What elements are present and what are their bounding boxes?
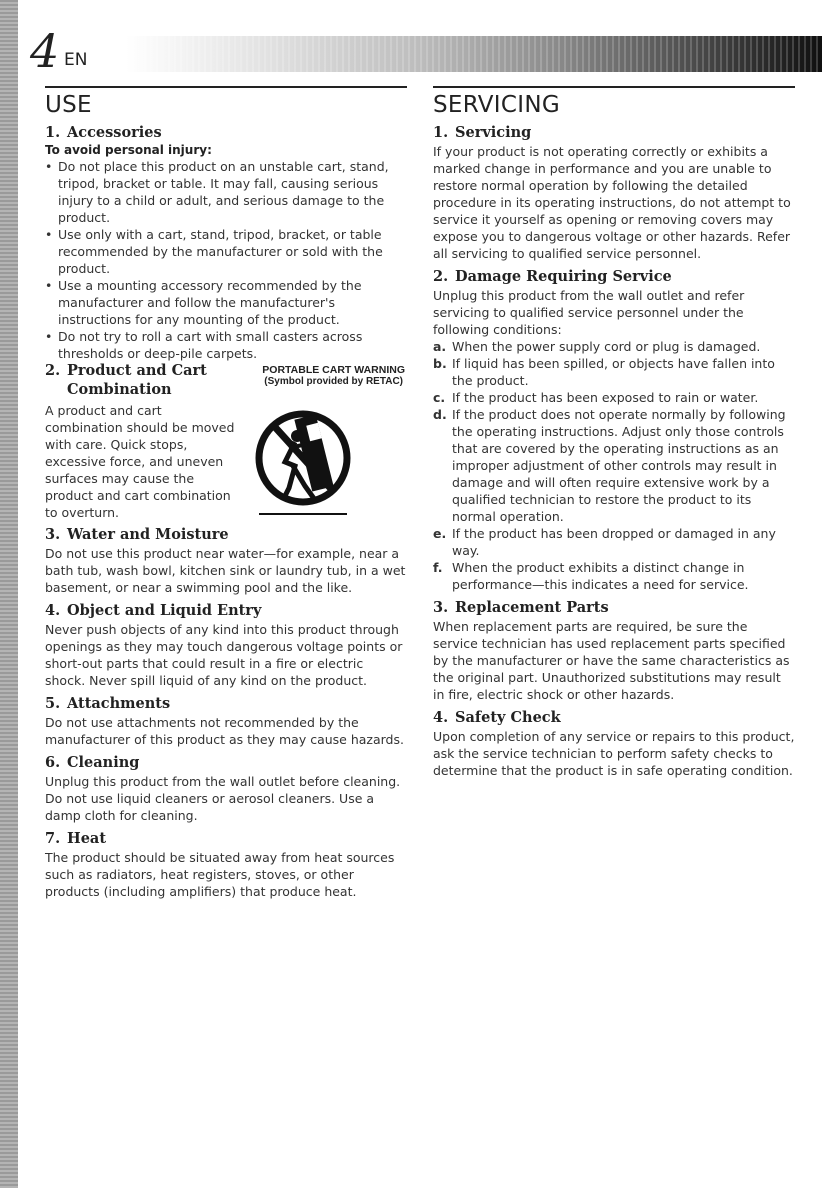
heading-replacement-parts: 3. Replacement Parts [433,599,609,616]
heading-damage-service: 2. Damage Requiring Service [433,268,672,285]
paragraph-replacement: When replacement parts are required, be sure the service technician has used replacement parts specified by the manufacturer or have the same characteristics as the original part. Unauthorized substitutions may result in fire, electric shock or other hazards. [433,619,790,702]
section-title-use: USE [45,92,92,118]
section-title-servicing: SERVICING [433,92,560,118]
cart-warning-icon [255,396,351,520]
cart-warning-caption [262,364,405,387]
language-code: EN [64,50,88,70]
heading-cleaning: 6. Cleaning [45,754,140,771]
heading-object-liquid: 4. Object and Liquid Entry [45,602,262,619]
paragraph-heat: The product should be situated away from heat sources such as radiators, heat registers, stoves, or other products (including amplifiers) that produce heat. [45,850,395,899]
paragraph-servicing: If your product is not operating correctly or exhibits a marked change in performance and you are unable to restore normal operation by following the detailed procedure in its operating instructions, do not attempt to service it yourself as opening or removing covers may expose you to dangerous voltage or other hazards. Refer all servicing to qualified service personnel. [433,144,791,261]
heading-servicing: 1. Servicing [433,124,532,141]
page-number: 4 [30,24,60,78]
list-item: • Use a mounting accessory recommended by the manufacturer and follow the manufacturer's instructions for any mounting of the product. [45,277,407,328]
page-header [30,24,822,78]
list-item: b. If liquid has been spilled, or objects have fallen into the product. [433,356,775,388]
heading-safety-check: 4. Safety Check [433,709,561,726]
paragraph-cleaning: Unplug this product from the wall outlet before cleaning. Do not use liquid cleaners or aerosol cleaners. Use a damp cloth for cleaning. [45,774,401,823]
list-item: c. If the product has been exposed to rain or water. [433,390,759,405]
column-rule [45,86,407,88]
heading-water-moisture: 3. Water and Moisture [45,526,229,543]
cart-warning-source: (Symbol provided by RETAC) [264,376,403,387]
subheading-avoid-injury: To avoid personal injury: [45,143,212,157]
header-gradient-bar [126,36,822,72]
cart-heading-block [45,362,407,402]
list-item: f. When the product exhibits a distinct change in performance—this indicates a need for service. [433,560,749,592]
damage-conditions-list [433,338,795,593]
heading-attachments: 5. Attachments [45,695,171,712]
cart-text: A product and cart combination should be moved with care. Quick stops, excessive force, and uneven surfaces may cause the product and cart combination to overturn. [45,403,235,520]
list-item: d. If the product does not operate normally by following the operating instructions. Adjust only those controls that are covered by the operating instructions as an improper adjustment of other controls may result in damage and will often require extensive work by a qualified technician to restore the product to its normal operation. [433,407,786,524]
servicing-column [433,86,795,779]
list-item: • Use only with a cart, stand, tripod, bracket, or table recommended by the manufacturer or sold with the product. [45,226,407,277]
accessories-list [45,158,407,362]
use-column [45,86,407,900]
paragraph-damage: Unplug this product from the wall outlet and refer servicing to qualified service personnel under the following conditions: [433,288,745,337]
heading-accessories: 1. Accessories [45,124,162,141]
cart-warning-title: PORTABLE CART WARNING [262,364,405,376]
paragraph-water: Do not use this product near water—for example, near a bath tub, wash bowl, kitchen sink or laundry tub, in a wet basement, or near a swimming pool and the like. [45,546,406,595]
heading-product-cart: 2. Product and Cart [45,362,207,379]
cart-body [45,402,407,520]
paragraph-attachments: Do not use attachments not recommended by the manufacturer of this product as they may cause hazards. [45,715,404,747]
list-item: e. If the product has been dropped or damaged in any way. [433,526,776,558]
list-item: • Do not try to roll a cart with small casters across thresholds or deep-pile carpets. [45,328,407,362]
paragraph-object: Never push objects of any kind into this product through openings as they may touch dangerous voltage points or short-out parts that could result in a fire or electric shock. Never spill liquid of any kind on the product. [45,622,403,688]
column-rule [433,86,795,88]
list-item: • Do not place this product on an unstable cart, stand, tripod, bracket or table. It may fall, causing serious injury to a child or adult, and serious damage to the product. [45,158,407,226]
heading-product-cart-line2: Combination [67,381,172,398]
list-item: a. When the power supply cord or plug is damaged. [433,339,761,354]
heading-heat: 7. Heat [45,830,107,847]
binding-edge [0,0,18,1188]
paragraph-safety: Upon completion of any service or repairs to this product, ask the service technician to perform safety checks to determine that the product is in safe operating condition. [433,729,795,778]
